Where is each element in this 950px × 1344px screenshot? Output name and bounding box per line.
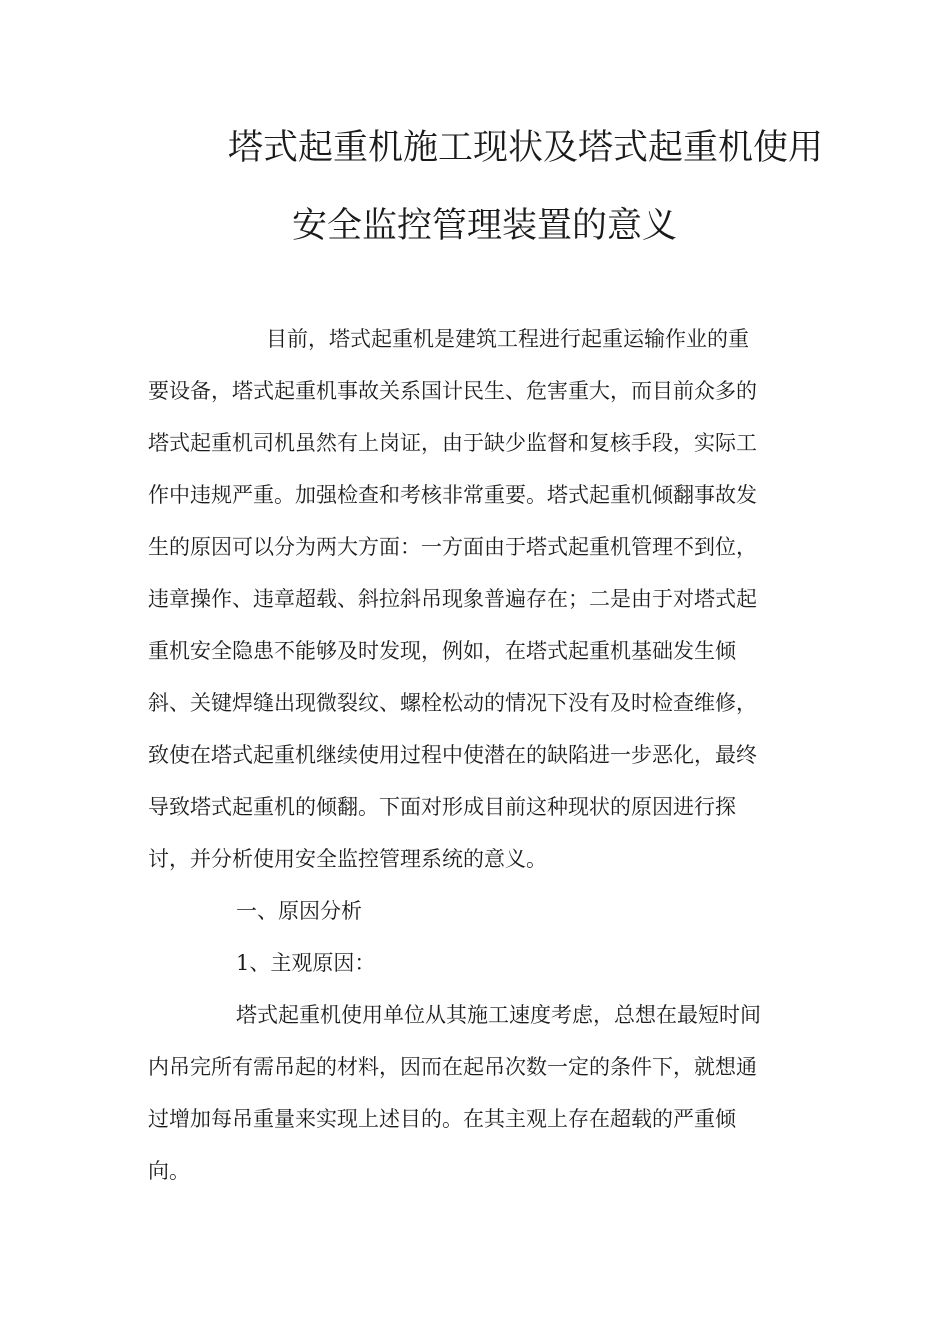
document-title-line-2: 安全监控管理装置的意义 [292,206,678,246]
paragraph-line: 生的原因可以分为两大方面：一方面由于塔式起重机管理不到位， [148,535,757,559]
paragraph-line: 过增加每吊重量来实现上述目的。在其主观上存在超载的严重倾 [148,1107,736,1131]
paragraph-line: 塔式起重机司机虽然有上岗证，由于缺少监督和复核手段，实际工 [148,431,757,455]
paragraph-line: 致使在塔式起重机继续使用过程中使潜在的缺陷进一步恶化，最终 [148,743,757,767]
document-title-line-1: 塔式起重机施工现状及塔式起重机使用 [228,128,824,168]
paragraph-line: 要设备，塔式起重机事故关系国计民生、危害重大，而目前众多的 [148,379,757,403]
paragraph-line: 重机安全隐患不能够及时发现，例如，在塔式起重机基础发生倾 [148,639,736,663]
subsection-heading: 1、主观原因： [236,951,376,975]
paragraph-line: 导致塔式起重机的倾翻。下面对形成目前这种现状的原因进行探 [148,795,736,819]
paragraph-line: 向。 [148,1159,190,1183]
paragraph-line: 讨，并分析使用安全监控管理系统的意义。 [148,847,547,871]
section-heading: 一、原因分析 [236,899,362,923]
paragraph-line: 作中违规严重。加强检查和考核非常重要。塔式起重机倾翻事故发 [148,483,757,507]
paragraph-line: 塔式起重机使用单位从其施工速度考虑，总想在最短时间 [236,1003,761,1027]
paragraph-line: 目前，塔式起重机是建筑工程进行起重运输作业的重 [266,327,749,351]
paragraph-line: 违章操作、违章超载、斜拉斜吊现象普遍存在；二是由于对塔式起 [148,587,757,611]
paragraph-line: 斜、关键焊缝出现微裂纹、螺栓松动的情况下没有及时检查维修， [148,691,757,715]
paragraph-line: 内吊完所有需吊起的材料，因而在起吊次数一定的条件下，就想通 [148,1055,757,1079]
